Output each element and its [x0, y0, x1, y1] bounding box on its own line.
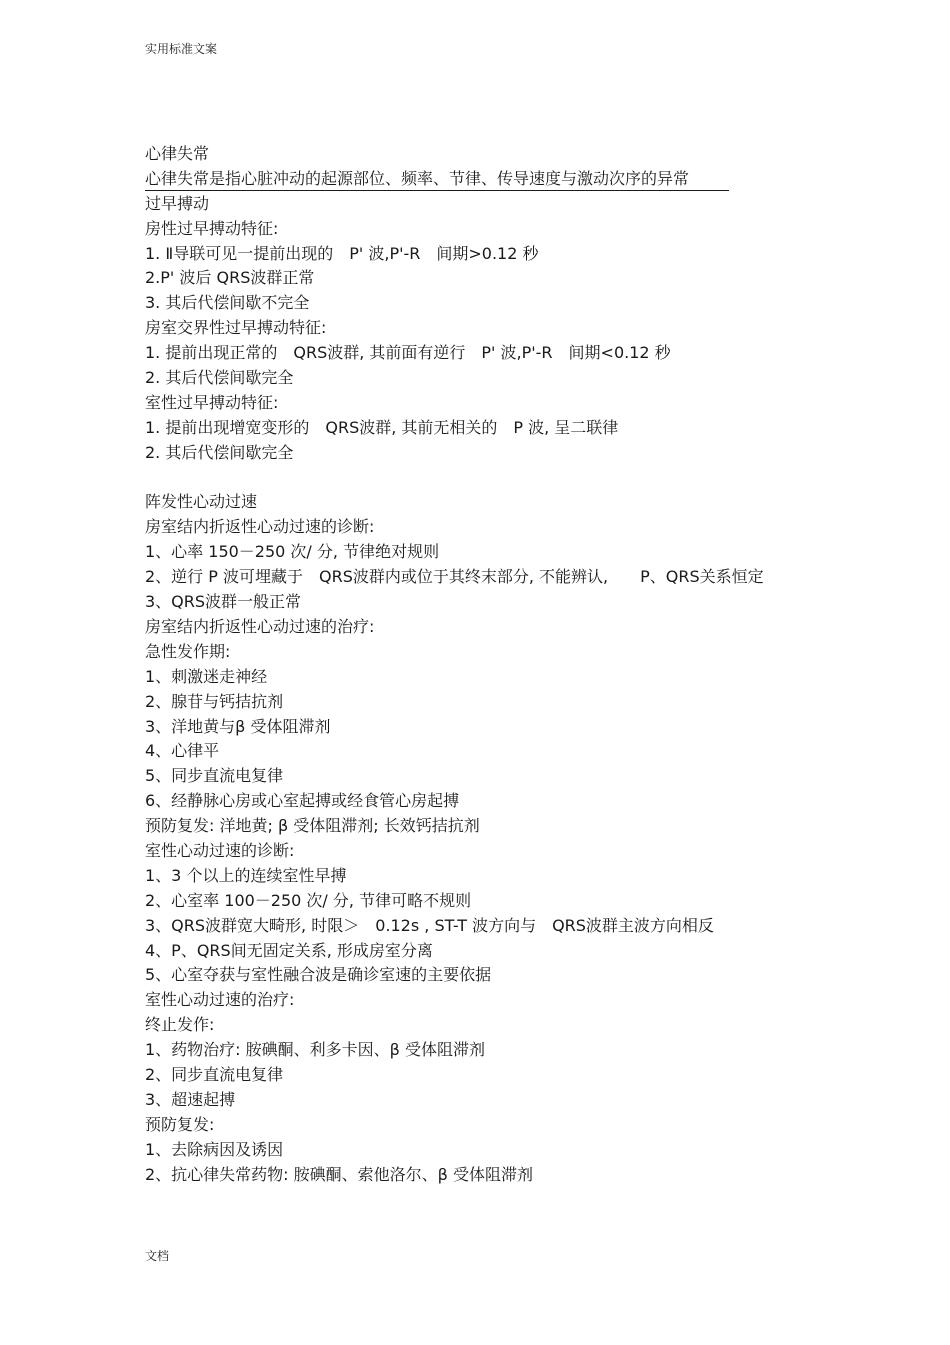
text-line: 室性心动过速的治疗:: [145, 990, 295, 1010]
blank-line: [145, 466, 810, 491]
text-line: 室性过早搏动特征:: [145, 392, 279, 412]
text-line: 房室交界性过早搏动特征:: [145, 318, 327, 338]
text-line: 5、心室夺获与室性融合波是确诊室速的主要依据: [145, 965, 492, 985]
text-line: 终止发作:: [145, 1015, 215, 1035]
text-line: 预防复发:: [145, 1114, 215, 1134]
text-line: 1. 提前出现正常的 QRS波群, 其前面有逆行 P' 波,P'-R 间期<0.12 秒: [145, 343, 671, 363]
text-line: 1、刺激迷走神经: [145, 666, 268, 686]
text-line: 3、洋地黄与β 受体阻滞剂: [145, 716, 331, 736]
text-line: 2. 其后代偿间歇完全: [145, 442, 294, 462]
text-line: 2、抗心律失常药物: 胺碘酮、索他洛尔、β 受体阻滞剂: [145, 1164, 533, 1184]
text-line: 2.P' 波后 QRS波群正常: [145, 268, 315, 288]
text-line: 预防复发: 洋地黄; β 受体阻滞剂; 长效钙拮抗剂: [145, 816, 480, 836]
text-line: 4、P、QRS间无固定关系, 形成房室分离: [145, 940, 433, 960]
text-line: 过早搏动: [145, 193, 210, 213]
text-line: 房室结内折返性心动过速的诊断:: [145, 517, 375, 537]
text-line: 2、逆行 P 波可埋藏于 QRS波群内或位于其终末部分, 不能辨认, P、QRS关系恒定: [145, 567, 764, 587]
text-line: 3、QRS波群宽大畸形, 时限＞ 0.12s , ST-T 波方向与 QRS波群主波方向相反: [145, 915, 714, 935]
page-footer: 文档: [145, 1249, 170, 1263]
text-line: 室性心动过速的诊断:: [145, 840, 295, 860]
text-line: [145, 167, 810, 192]
text-line: 3、QRS波群一般正常: [145, 592, 302, 612]
text-line: 1、药物治疗: 胺碘酮、利多卡因、β 受体阻滞剂: [145, 1040, 485, 1060]
text-line: 心律失常: [145, 144, 210, 163]
text-line: 1. 提前出现增宽变形的 QRS波群, 其前无相关的 P 波, 呈二联律: [145, 417, 619, 437]
text-line: 2. 其后代偿间歇完全: [145, 368, 294, 388]
text-line: 1、去除病因及诱因: [145, 1139, 284, 1159]
page-header: 实用标准文案: [145, 42, 218, 56]
text-line: 1、心率 150－250 次/ 分, 节律绝对规则: [145, 542, 440, 562]
underlined-definition: 心律失常是指心脏冲动的起源部位、频率、节律、传导速度与激动次序的异常: [145, 168, 729, 191]
text-line: 3. 其后代偿间歇不完全: [145, 293, 310, 313]
text-line: 2、腺苷与钙拮抗剂: [145, 691, 284, 711]
text-line: 3、超速起搏: [145, 1089, 236, 1109]
text-line: 1、3 个以上的连续室性早搏: [145, 865, 347, 885]
text-line: 房性过早搏动特征:: [145, 218, 279, 238]
text-line: 急性发作期:: [145, 641, 231, 661]
text-line: 阵发性心动过速: [145, 492, 258, 512]
text-line: 房室结内折返性心动过速的治疗:: [145, 616, 375, 636]
text-line: 2、同步直流电复律: [145, 1064, 284, 1084]
document-body: [145, 142, 810, 1187]
text-line: 1. Ⅱ导联可见一提前出现的 P' 波,P'-R 间期>0.12 秒: [145, 243, 539, 263]
text-line: 5、同步直流电复律: [145, 766, 284, 786]
text-line: 2、心室率 100－250 次/ 分, 节律可略不规则: [145, 890, 472, 910]
text-line: 4、心律平: [145, 741, 220, 761]
text-line: 6、经静脉心房或心室起搏或经食管心房起搏: [145, 791, 460, 811]
